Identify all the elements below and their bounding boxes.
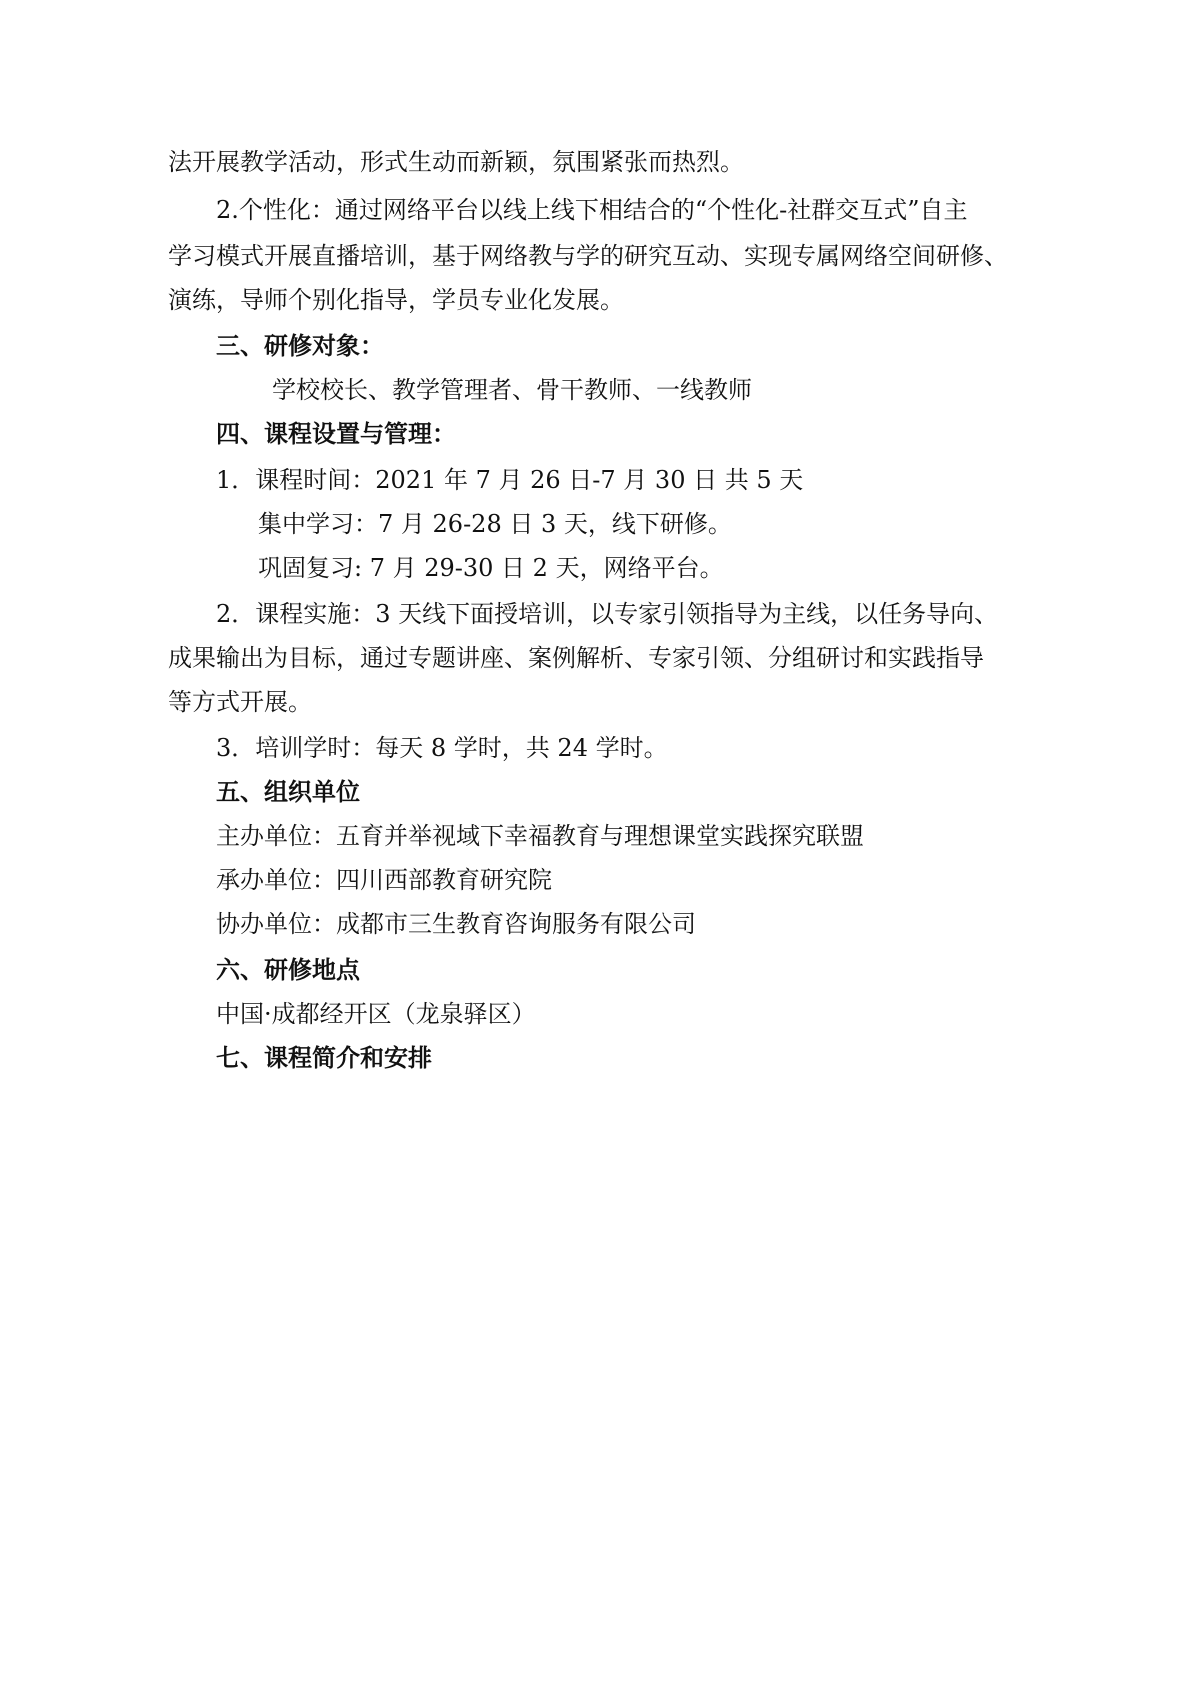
- review-period: 巩固复习: 7 月 29-30 日 2 天，网络平台。: [258, 554, 724, 582]
- section6-heading: 六、研修地点: [216, 955, 360, 984]
- section7-heading: 七、课程简介和安排: [216, 1043, 432, 1072]
- target-audience: 学校校长、教学管理者、骨干教师、一线教师: [272, 376, 752, 404]
- host-unit: 主办单位：五育并举视域下幸福教育与理想课堂实践探究联盟: [216, 822, 864, 850]
- implementation-line-1: 2．课程实施：3 天线下面授培训，以专家引领指导为主线，以任务导向、: [216, 600, 999, 628]
- section3-heading: 三、研修对象：: [216, 331, 384, 360]
- training-hours: 3．培训学时：每天 8 学时，共 24 学时。: [216, 734, 668, 762]
- training-location: 中国·成都经开区（龙泉驿区）: [216, 1000, 536, 1028]
- paragraph-continuation: 法开展教学活动，形式生动而新颖，氛围紧张而热烈。: [168, 148, 744, 176]
- implementation-line-2: 成果输出为目标，通过专题讲座、案例解析、专家引领、分组研讨和实践指导: [168, 644, 984, 672]
- section4-heading: 四、课程设置与管理：: [216, 419, 456, 448]
- course-time: 1．课程时间：2021 年 7 月 26 日-7 月 30 日 共 5 天: [216, 466, 804, 494]
- personalization-line-3: 演练，导师个别化指导，学员专业化发展。: [168, 286, 624, 314]
- co-organizer-unit: 协办单位：成都市三生教育咨询服务有限公司: [216, 910, 696, 938]
- section5-heading: 五、组织单位: [216, 777, 360, 806]
- personalization-line-2: 学习模式开展直播培训，基于网络教与学的研究互动、实现专属网络空间研修、: [168, 242, 1008, 270]
- focused-study: 集中学习：7 月 26-28 日 3 天，线下研修。: [258, 510, 732, 538]
- organizer-unit: 承办单位：四川西部教育研究院: [216, 866, 552, 894]
- implementation-line-3: 等方式开展。: [168, 688, 312, 716]
- personalization-line-1: 2.个性化：通过网络平台以线上线下相结合的“个性化-社群交互式”自主: [216, 196, 968, 224]
